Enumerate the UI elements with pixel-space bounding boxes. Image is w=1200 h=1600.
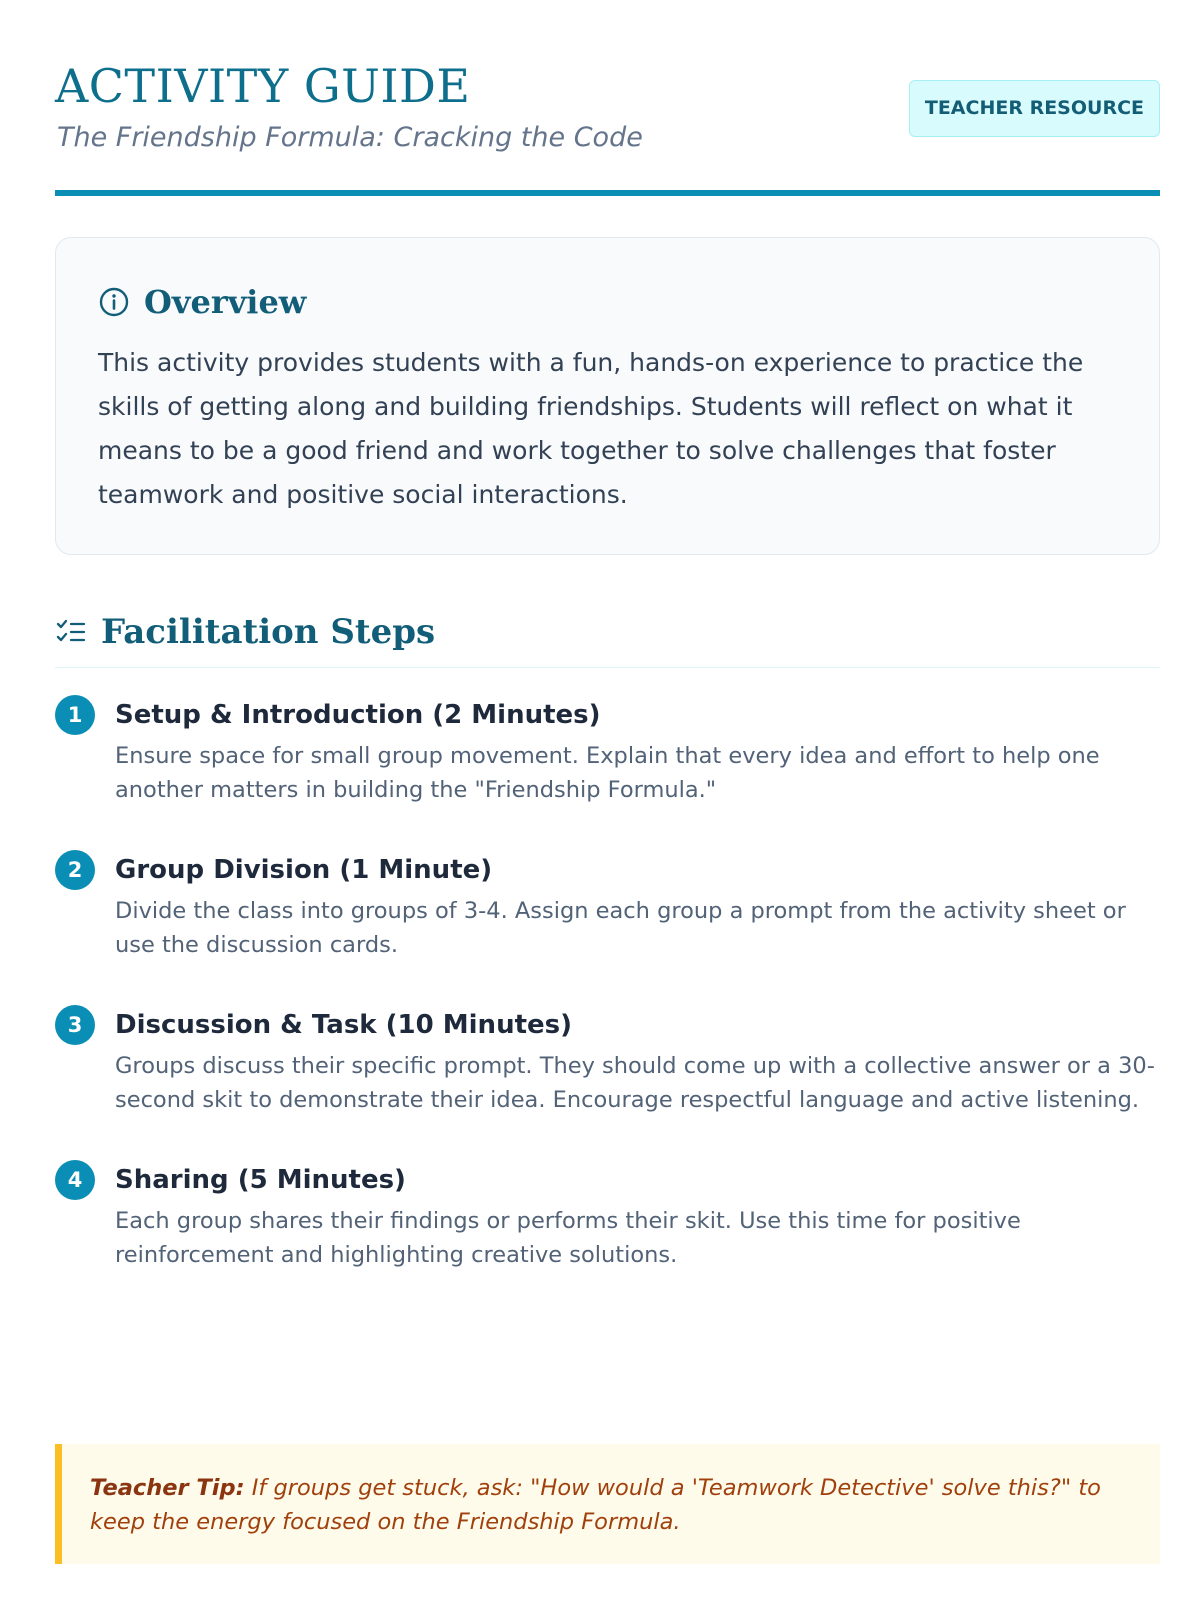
page-subtitle: The Friendship Formula: Cracking the Code	[57, 122, 643, 153]
info-circle-icon	[98, 286, 130, 318]
step-title: Setup & Introduction (2 Minutes)	[115, 700, 601, 730]
overview-title: Overview	[144, 283, 307, 321]
activity-guide-page	[55, 0, 1160, 1600]
teacher-tip-text	[90, 1471, 1140, 1539]
step-description: Each group shares their findings or performs their skit. Use this time for positive reinforcement and highlighting creative solutions.	[115, 1208, 1021, 1268]
step-number-badge: 2	[55, 850, 95, 890]
teacher-tip-callout	[55, 1444, 1160, 1564]
step-description: Ensure space for small group movement. Explain that every idea and effort to help one another matters in building the "Friendship Formula."	[115, 743, 1100, 803]
step-description: Divide the class into groups of 3-4. Assign each group a prompt from the activity sheet or use the discussion cards.	[115, 898, 1126, 958]
step-description: Groups discuss their specific prompt. They should come up with a collective answer or a 30-second skit to demonstrate their idea. Encourage respectful language and active listening.	[115, 1053, 1155, 1113]
step-number-badge: 1	[55, 695, 95, 735]
page-title: ACTIVITY GUIDE	[55, 59, 471, 113]
step-number-badge: 4	[55, 1160, 95, 1200]
facilitation-steps-heading	[55, 610, 1160, 668]
header-divider	[55, 190, 1160, 196]
overview-text: This activity provides students with a fun, hands-on experience to practice the skills of getting along and building friendships. Students will reflect on what it means to be a good friend and work together to solve challenges that foster teamwork and positive social interactions.	[98, 348, 1084, 509]
page-header	[55, 56, 1160, 196]
step-title: Sharing (5 Minutes)	[115, 1165, 406, 1195]
teacher-tip-label: Teacher Tip:	[90, 1475, 245, 1501]
step-title: Discussion & Task (10 Minutes)	[115, 1010, 572, 1040]
teacher-tip-body: If groups get stuck, ask: "How would a 'Teamwork Detective' solve this?" to keep the energy focused on the Friendship Formula.	[90, 1475, 1101, 1535]
step-number-badge: 3	[55, 1005, 95, 1045]
overview-heading	[98, 282, 306, 322]
teacher-resource-badge: TEACHER RESOURCE	[909, 80, 1160, 137]
facilitation-steps-title: Facilitation Steps	[101, 612, 436, 652]
overview-card	[55, 237, 1160, 555]
step-title: Group Division (1 Minute)	[115, 855, 493, 885]
checklist-icon	[55, 616, 87, 648]
